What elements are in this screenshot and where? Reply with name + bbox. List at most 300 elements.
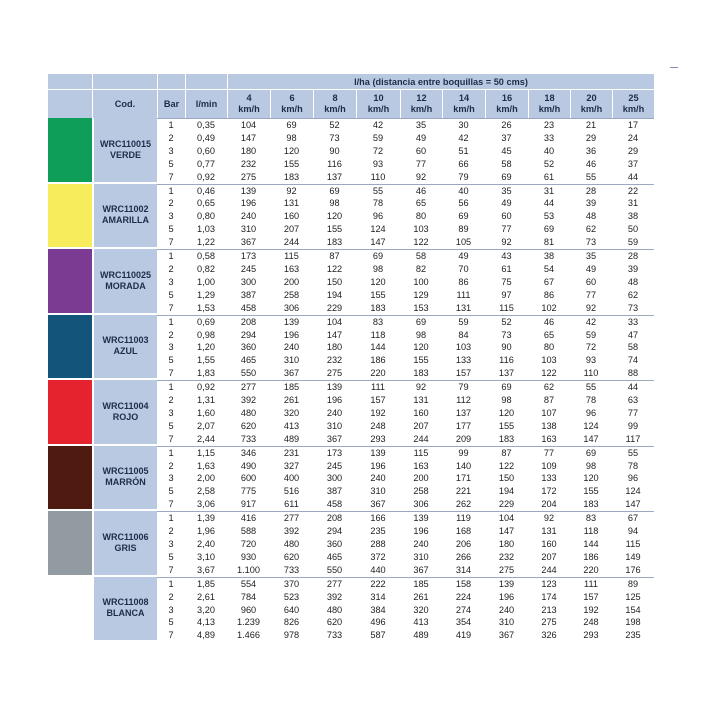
pressure-cell: 1 bbox=[157, 118, 185, 132]
rate-cell: 49 bbox=[442, 249, 485, 263]
rate-cell: 138 bbox=[541, 420, 557, 431]
rate-cell: 306 bbox=[413, 499, 429, 510]
rate-cell: 288 bbox=[370, 539, 386, 549]
rate-cell: 77 bbox=[627, 407, 639, 418]
rate-cell: 78 bbox=[585, 395, 597, 406]
rate-cell: 275 bbox=[240, 171, 257, 182]
rate-cell: 98 bbox=[372, 263, 384, 274]
rate-cell: 240 bbox=[326, 407, 343, 418]
rate-cell: 137 bbox=[455, 407, 472, 418]
rate-cell: 458 bbox=[240, 302, 257, 313]
rate-cell: 244 bbox=[541, 564, 557, 575]
rate-cell: 37 bbox=[501, 132, 512, 143]
rate-cell: 44 bbox=[612, 380, 654, 394]
rate-cell: 275 bbox=[326, 368, 343, 379]
flow-cell: 0,69 bbox=[185, 315, 227, 329]
rate-cell: 293 bbox=[583, 630, 599, 641]
rate-cell: 185 bbox=[400, 577, 442, 591]
rate-cell: 155 bbox=[413, 355, 429, 366]
rate-cell: 496 bbox=[370, 617, 386, 628]
pressure-cell: 5 bbox=[168, 486, 174, 497]
rate-cell: 62 bbox=[585, 224, 597, 235]
color-swatch bbox=[48, 249, 92, 315]
header-blank-cell bbox=[48, 89, 92, 118]
rate-cell: 620 bbox=[240, 420, 257, 431]
speed-unit: km/h bbox=[496, 104, 518, 114]
rate-cell: 79 bbox=[458, 171, 469, 182]
rate-cell: 69 bbox=[458, 211, 469, 222]
rate-cell: 92 bbox=[415, 171, 427, 182]
pressure-cell: 1 bbox=[157, 511, 185, 525]
rate-cell: 103 bbox=[413, 224, 429, 235]
rate-cell: 293 bbox=[370, 433, 386, 444]
rate-cell: 240 bbox=[283, 342, 300, 353]
flow-cell: 0,46 bbox=[185, 184, 227, 198]
flow-cell: 2,58 bbox=[197, 486, 215, 497]
rate-cell: 458 bbox=[326, 499, 343, 510]
rate-cell: 42 bbox=[356, 118, 400, 132]
rate-cell: 294 bbox=[240, 329, 257, 340]
rate-cell: 224 bbox=[455, 591, 472, 602]
rate-cell: 150 bbox=[498, 473, 515, 484]
rate-cell: 314 bbox=[455, 564, 472, 575]
rate-cell: 392 bbox=[240, 395, 257, 406]
rate-cell: 240 bbox=[498, 604, 515, 615]
rate-cell: 489 bbox=[283, 433, 300, 444]
rate-cell: 133 bbox=[541, 473, 557, 484]
pressure-cell: 2 bbox=[168, 591, 174, 602]
rate-cell: 232 bbox=[240, 158, 257, 169]
rate-cell: 314 bbox=[370, 591, 386, 602]
rate-cell: 733 bbox=[240, 433, 257, 444]
rate-cell: 99 bbox=[627, 420, 639, 431]
nozzle-code: WRC11005 bbox=[102, 466, 149, 477]
nozzle-color-name: GRIS bbox=[114, 542, 137, 553]
rate-cell: 207 bbox=[413, 420, 429, 431]
rate-cell: 209 bbox=[455, 433, 472, 444]
rate-cell: 232 bbox=[498, 551, 515, 562]
rate-cell: 266 bbox=[455, 551, 472, 562]
rate-cell: 248 bbox=[370, 420, 386, 431]
rate-cell: 40 bbox=[543, 145, 555, 156]
rate-cell: 94 bbox=[627, 526, 639, 537]
rate-cell: 96 bbox=[627, 473, 639, 484]
rate-cell: 55 bbox=[570, 380, 612, 394]
rate-cell: 52 bbox=[485, 315, 528, 329]
rate-cell: 51 bbox=[458, 145, 469, 156]
rate-cell: 640 bbox=[283, 604, 300, 615]
rate-cell: 147 bbox=[370, 237, 386, 248]
rate-cell: 196 bbox=[370, 460, 386, 471]
rate-cell: 35 bbox=[400, 118, 442, 132]
nozzle-code: WRC11004 bbox=[102, 400, 149, 411]
speed-unit: km/h bbox=[281, 104, 303, 114]
rate-cell: 204 bbox=[541, 499, 557, 510]
rate-cell: 77 bbox=[415, 158, 427, 169]
pressure-cell: 7 bbox=[168, 302, 174, 313]
rate-cell: 62 bbox=[528, 380, 570, 394]
rate-cell: 129 bbox=[413, 289, 429, 300]
nozzle-code-cell bbox=[92, 511, 157, 577]
nozzle-code-cell bbox=[92, 118, 157, 184]
rate-cell: 65 bbox=[415, 198, 427, 209]
rate-cell: 86 bbox=[543, 289, 555, 300]
pressure-cell: 2 bbox=[168, 460, 174, 471]
rate-cell: 78 bbox=[627, 460, 639, 471]
rate-cell: 186 bbox=[370, 355, 386, 366]
rate-cell: 183 bbox=[326, 237, 343, 248]
pressure-cell: 7 bbox=[168, 368, 174, 379]
flow-cell: 1,31 bbox=[197, 395, 215, 406]
pressure-cell: 7 bbox=[168, 499, 174, 510]
pressure-cell: 7 bbox=[168, 433, 174, 444]
rate-cell: 98 bbox=[585, 460, 597, 471]
rate-cell: 229 bbox=[326, 302, 343, 313]
rate-cell: 46 bbox=[400, 184, 442, 198]
rate-cell: 88 bbox=[627, 368, 639, 379]
rate-cell: 194 bbox=[326, 289, 343, 300]
rate-cell: 419 bbox=[455, 630, 472, 641]
nozzle-color-name: BLANCA bbox=[106, 608, 145, 619]
rate-cell: 147 bbox=[498, 526, 515, 537]
rate-cell: 277 bbox=[313, 577, 356, 591]
rate-cell: 229 bbox=[498, 499, 515, 510]
rate-cell: 69 bbox=[570, 446, 612, 460]
rate-cell: 275 bbox=[498, 564, 515, 575]
rate-cell: 104 bbox=[485, 511, 528, 525]
rate-cell: 523 bbox=[283, 591, 300, 602]
rate-cell: 174 bbox=[541, 591, 557, 602]
flow-cell: 0,98 bbox=[197, 329, 215, 340]
rate-cell: 86 bbox=[458, 276, 469, 287]
rate-cell: 367 bbox=[370, 499, 386, 510]
rate-cell: 83 bbox=[570, 511, 612, 525]
rate-cell: 59 bbox=[372, 132, 384, 143]
rate-cell: 92 bbox=[528, 511, 570, 525]
table-title: l/ha (distancia entre boquillas = 50 cms) bbox=[227, 74, 654, 89]
flow-cell: 2,44 bbox=[197, 433, 215, 444]
header-speed-4 bbox=[227, 89, 270, 118]
rate-cell: 186 bbox=[583, 551, 599, 562]
nozzle-code-cell bbox=[92, 380, 157, 446]
rate-cell: 198 bbox=[625, 617, 641, 628]
flow-cell: 1,00 bbox=[197, 276, 215, 287]
rate-cell: 550 bbox=[326, 564, 343, 575]
rate-cell: 26 bbox=[485, 118, 528, 132]
rate-cell: 158 bbox=[442, 577, 485, 591]
header-rule-mark bbox=[670, 67, 678, 68]
rate-cell: 192 bbox=[370, 407, 386, 418]
rate-cell: 87 bbox=[313, 249, 356, 263]
rate-cell: 48 bbox=[627, 276, 639, 287]
rate-cell: 367 bbox=[283, 368, 300, 379]
rate-cell: 367 bbox=[326, 433, 343, 444]
rate-cell: 120 bbox=[370, 276, 386, 287]
rate-cell: 157 bbox=[583, 591, 599, 602]
rate-cell: 43 bbox=[485, 249, 528, 263]
flow-cell: 1,83 bbox=[197, 368, 215, 379]
pressure-cell: 5 bbox=[168, 289, 174, 300]
rate-cell: 392 bbox=[283, 526, 300, 537]
rate-cell: 245 bbox=[240, 263, 257, 274]
rate-cell: 261 bbox=[413, 591, 429, 602]
rate-cell: 29 bbox=[627, 145, 639, 156]
rate-cell: 69 bbox=[400, 315, 442, 329]
rate-cell: 89 bbox=[612, 577, 654, 591]
pressure-cell: 1 bbox=[157, 380, 185, 394]
rate-cell: 117 bbox=[625, 433, 641, 444]
flow-cell: 0,49 bbox=[197, 132, 215, 143]
rate-cell: 92 bbox=[501, 237, 512, 248]
rate-cell: 240 bbox=[240, 211, 257, 222]
rate-cell: 163 bbox=[413, 460, 429, 471]
rate-cell: 306 bbox=[283, 302, 300, 313]
rate-cell: 70 bbox=[458, 263, 469, 274]
header-blank-cell bbox=[48, 74, 92, 89]
rate-cell: 118 bbox=[583, 526, 599, 537]
rate-cell: 133 bbox=[455, 355, 472, 366]
flow-cell: 3,10 bbox=[197, 551, 215, 562]
rate-cell: 49 bbox=[501, 198, 512, 209]
rate-cell: 200 bbox=[413, 473, 429, 484]
rate-cell: 55 bbox=[356, 184, 400, 198]
nozzle-code-cell bbox=[92, 577, 157, 643]
rate-cell: 620 bbox=[326, 617, 343, 628]
rate-cell: 208 bbox=[227, 315, 270, 329]
rate-cell: 120 bbox=[583, 473, 599, 484]
rate-cell: 327 bbox=[283, 460, 300, 471]
rate-cell: 144 bbox=[370, 342, 386, 353]
rate-cell: 49 bbox=[585, 263, 597, 274]
rate-cell: 59 bbox=[627, 237, 639, 248]
nozzle-code: WRC110015 bbox=[99, 138, 152, 149]
rate-cell: 917 bbox=[240, 499, 257, 510]
rate-cell: 155 bbox=[283, 158, 300, 169]
rate-cell: 171 bbox=[455, 473, 472, 484]
rate-cell: 465 bbox=[326, 551, 343, 562]
rate-cell: 115 bbox=[270, 249, 313, 263]
color-swatch bbox=[48, 315, 92, 381]
rate-cell: 222 bbox=[356, 577, 400, 591]
rate-cell: 185 bbox=[270, 380, 313, 394]
rate-cell: 387 bbox=[326, 486, 343, 497]
rate-cell: 96 bbox=[585, 407, 597, 418]
speed-unit: km/h bbox=[622, 104, 645, 114]
rate-cell: 244 bbox=[413, 433, 429, 444]
rate-cell: 261 bbox=[283, 395, 300, 406]
flow-cell: 2,00 bbox=[197, 473, 215, 484]
rate-cell: 120 bbox=[326, 211, 343, 222]
rate-cell: 77 bbox=[501, 224, 512, 235]
rate-cell: 320 bbox=[413, 604, 429, 615]
header-bar: Bar bbox=[157, 89, 185, 118]
rate-cell: 111 bbox=[570, 577, 612, 591]
pressure-cell: 2 bbox=[168, 132, 174, 143]
rate-cell: 245 bbox=[326, 460, 343, 471]
rate-cell: 620 bbox=[283, 551, 300, 562]
pressure-cell: 5 bbox=[168, 617, 174, 628]
rate-cell: 115 bbox=[499, 302, 514, 313]
rate-cell: 416 bbox=[227, 511, 270, 525]
rate-cell: 89 bbox=[458, 224, 469, 235]
pressure-cell: 3 bbox=[168, 473, 174, 484]
flow-cell: 0,58 bbox=[185, 249, 227, 263]
rate-cell: 38 bbox=[528, 249, 570, 263]
rate-cell: 109 bbox=[541, 460, 557, 471]
nozzle-code-cell bbox=[92, 249, 157, 315]
rate-cell: 154 bbox=[625, 604, 641, 615]
rate-cell: 124 bbox=[583, 420, 599, 431]
rate-cell: 69 bbox=[313, 184, 356, 198]
rate-cell: 144 bbox=[583, 539, 599, 549]
rate-cell: 163 bbox=[541, 433, 557, 444]
rate-cell: 147 bbox=[583, 433, 599, 444]
rate-cell: 930 bbox=[240, 551, 257, 562]
rate-cell: 131 bbox=[283, 198, 300, 209]
flow-cell: 1,63 bbox=[197, 460, 215, 471]
speed-value: 12 bbox=[416, 93, 427, 103]
rate-cell: 83 bbox=[356, 315, 400, 329]
flow-cell: 1,60 bbox=[197, 407, 215, 418]
rate-cell: 300 bbox=[326, 473, 343, 484]
rate-cell: 98 bbox=[501, 395, 512, 406]
header-speed-6 bbox=[270, 89, 313, 118]
rate-cell: 587 bbox=[370, 630, 386, 641]
rate-cell: 220 bbox=[583, 564, 599, 575]
rate-cell: 150 bbox=[326, 276, 343, 287]
rate-cell: 180 bbox=[498, 539, 515, 549]
rate-cell: 196 bbox=[240, 198, 257, 209]
rate-cell: 36 bbox=[585, 145, 597, 156]
rate-cell: 103 bbox=[455, 342, 472, 353]
rate-cell: 56 bbox=[458, 198, 469, 209]
rate-cell: 183 bbox=[583, 499, 599, 510]
color-swatch bbox=[48, 446, 92, 512]
color-swatch bbox=[48, 184, 92, 250]
flow-cell: 0,92 bbox=[185, 380, 227, 394]
header-blank-cell bbox=[185, 74, 227, 89]
flow-cell: 0,82 bbox=[197, 263, 215, 274]
rate-cell: 120 bbox=[283, 145, 300, 156]
rate-cell: 59 bbox=[442, 315, 485, 329]
rate-cell: 274 bbox=[455, 604, 472, 615]
rate-cell: 45 bbox=[501, 145, 512, 156]
rate-cell: 44 bbox=[543, 198, 555, 209]
rate-cell: 115 bbox=[625, 539, 641, 549]
rate-cell: 111 bbox=[456, 289, 471, 300]
rate-cell: 196 bbox=[326, 395, 343, 406]
rate-cell: 46 bbox=[528, 315, 570, 329]
rate-cell: 79 bbox=[442, 380, 485, 394]
flow-cell: 2,07 bbox=[197, 420, 215, 431]
rate-cell: 97 bbox=[501, 289, 512, 300]
rate-cell: 33 bbox=[543, 132, 555, 143]
rate-cell: 370 bbox=[270, 577, 313, 591]
rate-cell: 69 bbox=[356, 249, 400, 263]
rate-cell: 61 bbox=[501, 263, 512, 274]
rate-cell: 98 bbox=[415, 329, 427, 340]
rate-cell: 183 bbox=[498, 433, 515, 444]
flow-cell: 2,61 bbox=[197, 591, 215, 602]
flow-cell: 1,20 bbox=[197, 342, 215, 353]
rate-cell: 100 bbox=[413, 276, 429, 287]
table-body bbox=[48, 118, 654, 642]
rate-cell: 588 bbox=[240, 526, 257, 537]
rate-cell: 413 bbox=[413, 617, 429, 628]
rate-cell: 176 bbox=[625, 564, 641, 575]
nozzle-code: WRC11006 bbox=[102, 531, 149, 542]
rate-cell: 90 bbox=[329, 145, 340, 156]
rate-cell: 107 bbox=[541, 407, 557, 418]
rate-cell: 60 bbox=[501, 211, 512, 222]
speed-unit: km/h bbox=[453, 104, 475, 114]
rate-cell: 720 bbox=[240, 539, 257, 549]
flow-cell: 3,06 bbox=[197, 499, 215, 510]
rate-cell: 122 bbox=[498, 460, 515, 471]
rate-cell: 310 bbox=[240, 224, 257, 235]
rate-cell: 90 bbox=[501, 342, 512, 353]
rate-cell: 63 bbox=[627, 395, 639, 406]
rate-cell: 163 bbox=[283, 263, 300, 274]
flow-cell: 2,40 bbox=[197, 539, 215, 549]
table-row bbox=[48, 511, 654, 525]
rate-cell: 140 bbox=[455, 460, 472, 471]
rate-cell: 69 bbox=[543, 224, 555, 235]
header-main-row bbox=[48, 89, 654, 118]
speed-value: 6 bbox=[289, 93, 295, 103]
rate-cell: 31 bbox=[627, 198, 639, 209]
rate-cell: 139 bbox=[400, 511, 442, 525]
rate-cell: 123 bbox=[528, 577, 570, 591]
rate-cell: 24 bbox=[627, 132, 639, 143]
flow-cell: 4,13 bbox=[197, 617, 215, 628]
rate-cell: 277 bbox=[227, 380, 270, 394]
header-blank-cell bbox=[157, 74, 185, 89]
rate-cell: 93 bbox=[372, 158, 384, 169]
rate-cell: 1.100 bbox=[237, 564, 260, 575]
rate-cell: 35 bbox=[485, 184, 528, 198]
rate-cell: 183 bbox=[413, 368, 429, 379]
rate-cell: 39 bbox=[585, 198, 597, 209]
rate-cell: 80 bbox=[415, 211, 427, 222]
rate-cell: 110 bbox=[583, 368, 599, 379]
speed-unit: km/h bbox=[580, 104, 603, 114]
rate-cell: 23 bbox=[528, 118, 570, 132]
table-row bbox=[48, 380, 654, 394]
rate-cell: 21 bbox=[570, 118, 612, 132]
flow-cell: 4,89 bbox=[197, 630, 215, 641]
speed-value: 16 bbox=[501, 93, 513, 103]
pressure-cell: 2 bbox=[168, 263, 174, 274]
rate-cell: 47 bbox=[627, 329, 639, 340]
pressure-cell: 5 bbox=[168, 355, 174, 366]
rate-cell: 52 bbox=[543, 158, 555, 169]
rate-cell: 66 bbox=[458, 158, 469, 169]
nozzle-code-cell bbox=[92, 315, 157, 381]
rate-cell: 160 bbox=[541, 539, 557, 549]
rate-cell: 52 bbox=[313, 118, 356, 132]
rate-cell: 400 bbox=[283, 473, 300, 484]
rate-cell: 183 bbox=[370, 302, 386, 313]
rate-cell: 29 bbox=[585, 132, 597, 143]
color-swatch bbox=[48, 511, 92, 577]
rate-cell: 168 bbox=[455, 526, 472, 537]
rate-cell: 73 bbox=[627, 302, 639, 313]
rate-cell: 84 bbox=[458, 329, 469, 340]
pressure-cell: 5 bbox=[168, 224, 174, 235]
rate-cell: 208 bbox=[313, 511, 356, 525]
rate-cell: 147 bbox=[625, 499, 641, 510]
